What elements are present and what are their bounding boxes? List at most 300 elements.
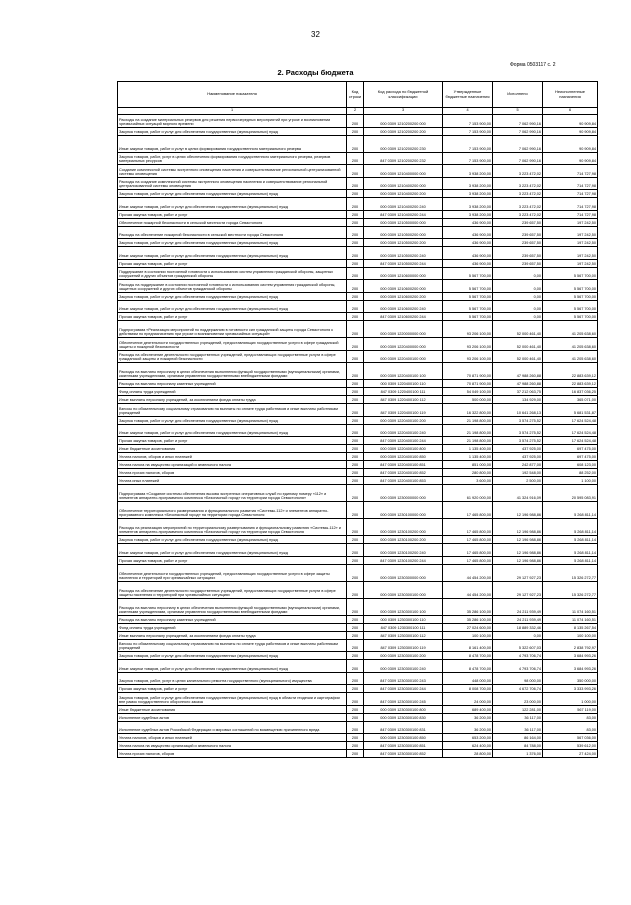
row-name: Иные бюджетные ассигнования xyxy=(118,445,347,453)
row-line-code: 200 xyxy=(347,210,364,218)
row-executed: 29 127 927,23 xyxy=(493,581,543,598)
row-name: Закупка товаров, работ и услуг для обеспечения государственных (муниципальных) нужд xyxy=(118,292,347,300)
row-approved: 21 198 800,00 xyxy=(443,424,493,437)
row-executed: 242 877,00 xyxy=(493,461,543,469)
row-unexecuted: 1 000,00 xyxy=(543,693,598,706)
row-line-code: 200 xyxy=(347,152,364,165)
row-line-code: 200 xyxy=(347,639,364,652)
table-row xyxy=(118,363,598,380)
header-expense-code: Код расхода по бюджетной классификации xyxy=(364,82,443,108)
row-name: Уплата налогов, сборов и иных платежей xyxy=(118,453,347,461)
row-name: Исполнение судебных актов xyxy=(118,713,347,721)
table-row xyxy=(118,639,598,652)
row-line-code: 200 xyxy=(347,615,364,623)
row-expense-code: 847 0309 1220400100 244 xyxy=(364,437,443,445)
row-line-code: 200 xyxy=(347,350,364,363)
row-executed: 4 672 706,74 xyxy=(493,685,543,693)
row-line-code: 200 xyxy=(347,338,364,351)
row-expense-code: 847 0309 1230300100 852 xyxy=(364,750,443,758)
row-unexecuted: 714 727,98 xyxy=(543,165,598,178)
row-approved: 653 200,00 xyxy=(443,734,493,742)
row-unexecuted: 714 727,98 xyxy=(543,210,598,218)
row-name: Уплата прочих налогов, сборов xyxy=(118,469,347,477)
row-unexecuted: 5 268 811,14 xyxy=(543,519,598,536)
table-body xyxy=(118,115,598,758)
row-expense-code: 000 0309 1210600200 200 xyxy=(364,292,443,300)
row-line-code: 200 xyxy=(347,380,364,388)
table-row xyxy=(118,615,598,623)
row-executed: 47 988 260,88 xyxy=(493,380,543,388)
row-unexecuted: 2 838 792,97 xyxy=(543,639,598,652)
row-expense-code: 000 0309 1230000000 000 xyxy=(364,485,443,502)
row-executed: 239 657,50 xyxy=(493,226,543,239)
table-row xyxy=(118,598,598,615)
row-line-code: 200 xyxy=(347,519,364,536)
table-row xyxy=(118,300,598,313)
row-executed: 18 889 332,46 xyxy=(493,623,543,631)
row-expense-code: 847 0309 1230300100 119 xyxy=(364,639,443,652)
row-executed: 0,00 xyxy=(493,300,543,313)
row-expense-code: 000 0309 1230100200 200 xyxy=(364,536,443,544)
row-line-code: 200 xyxy=(347,445,364,453)
row-name: Расходы на выплаты персоналу казенных учреждений xyxy=(118,380,347,388)
row-approved: 448 000,00 xyxy=(443,672,493,685)
row-name: Иные закупки товаров, работ и услуг для обеспечения государственных (муниципальных) нужд xyxy=(118,424,347,437)
row-approved: 17 465 800,00 xyxy=(443,519,493,536)
row-line-code: 200 xyxy=(347,660,364,673)
row-name: Иные выплаты персоналу учреждений, за исключением фонда оплаты труда xyxy=(118,396,347,404)
row-expense-code: 000 0309 1230300100 800 xyxy=(364,705,443,713)
row-line-code: 200 xyxy=(347,581,364,598)
row-line-code: 200 xyxy=(347,321,364,338)
row-line-code: 200 xyxy=(347,502,364,519)
table-row xyxy=(118,469,598,477)
row-line-code: 200 xyxy=(347,404,364,417)
row-name: Иные закупки товаров, работ и услуг для обеспечения государственных (муниципальных) нужд xyxy=(118,198,347,211)
row-expense-code: 000 0309 1210500200 000 xyxy=(364,226,443,239)
row-expense-code: 000 0309 1230300100 200 xyxy=(364,652,443,660)
row-expense-code: 000 0309 1210600200 000 xyxy=(364,280,443,293)
row-unexecuted: 5 567 700,00 xyxy=(543,313,598,321)
row-expense-code: 000 0309 1220400100 200 xyxy=(364,416,443,424)
row-line-code: 200 xyxy=(347,705,364,713)
row-name: Закупка товаров, работ и услуг для обеспечения государственных (муниципальных) нужд xyxy=(118,416,347,424)
row-line-code: 200 xyxy=(347,300,364,313)
row-approved: 61 920 000,00 xyxy=(443,485,493,502)
row-line-code: 200 xyxy=(347,693,364,706)
row-expense-code: 000 0309 1210400200 240 xyxy=(364,198,443,211)
row-line-code: 200 xyxy=(347,742,364,750)
row-executed: 5 322 607,03 xyxy=(493,639,543,652)
column-number-row xyxy=(118,108,598,115)
row-approved: 436 900,00 xyxy=(443,247,493,260)
row-name: Обеспечение деятельности государственных учреждений, предоставляющих государственные услуги в сфере защиты населения и территорий при чрезвычайных ситуациях xyxy=(118,564,347,581)
row-approved: 17 465 800,00 xyxy=(443,502,493,519)
row-name: Фонд оплаты труда учреждений xyxy=(118,388,347,396)
row-unexecuted: 11 074 160,51 xyxy=(543,615,598,623)
row-unexecuted: 41 205 638,60 xyxy=(543,338,598,351)
row-executed: 84 788,00 xyxy=(493,742,543,750)
row-approved: 21 198 800,00 xyxy=(443,416,493,424)
row-expense-code: 000 0309 1210600200 240 xyxy=(364,300,443,313)
table-row xyxy=(118,321,598,338)
row-approved: 1 135 400,00 xyxy=(443,453,493,461)
row-unexecuted: 83,00 xyxy=(543,721,598,734)
row-name: Иные закупки товаров, работ и услуг для обеспечения государственных (муниципальных) нужд xyxy=(118,544,347,557)
row-name: Уплата налога на имущество организаций и земельного налога xyxy=(118,461,347,469)
row-name: Иные бюджетные ассигнования xyxy=(118,705,347,713)
row-line-code: 200 xyxy=(347,556,364,564)
row-unexecuted: 697 475,00 xyxy=(543,453,598,461)
row-executed: 0,00 xyxy=(493,313,543,321)
row-expense-code: 000 0309 1230300100 850 xyxy=(364,734,443,742)
row-expense-code: 000 0309 1230300100 100 xyxy=(364,598,443,615)
row-expense-code: 000 0309 1230100200 000 xyxy=(364,519,443,536)
row-expense-code: 000 0309 1210500200 240 xyxy=(364,247,443,260)
row-expense-code: 847 0309 1220400100 852 xyxy=(364,469,443,477)
row-unexecuted: 90 909,84 xyxy=(543,135,598,152)
row-executed: 134 929,00 xyxy=(493,396,543,404)
row-executed: 47 988 260,88 xyxy=(493,363,543,380)
row-expense-code: 000 0309 1220400100 240 xyxy=(364,424,443,437)
row-unexecuted: 539 612,00 xyxy=(543,742,598,750)
row-name: Уплата налога на имущество организаций и земельного налога xyxy=(118,742,347,750)
column-number: 4 xyxy=(443,108,493,115)
row-expense-code: 000 0309 1220400100 800 xyxy=(364,445,443,453)
row-unexecuted: 365 071,00 xyxy=(543,396,598,404)
row-name: Создание комплексной системы экстренного оповещения населения и совершенствование региональной централизованной системы оповещения xyxy=(118,165,347,178)
row-executed: 122 281,00 xyxy=(493,705,543,713)
row-approved: 93 206 100,00 xyxy=(443,350,493,363)
row-approved: 70 871 900,00 xyxy=(443,380,493,388)
row-line-code: 200 xyxy=(347,469,364,477)
row-expense-code: 000 0309 1220400100 000 xyxy=(364,350,443,363)
row-executed: 52 000 461,40 xyxy=(493,350,543,363)
row-executed: 3 574 275,52 xyxy=(493,424,543,437)
header-executed: Исполнено xyxy=(493,82,543,108)
table-row xyxy=(118,338,598,351)
row-executed: 29 127 927,23 xyxy=(493,564,543,581)
row-unexecuted: 83,00 xyxy=(543,713,598,721)
row-approved: 5 567 700,00 xyxy=(443,267,493,280)
row-unexecuted: 41 205 638,60 xyxy=(543,321,598,338)
row-line-code: 200 xyxy=(347,536,364,544)
row-unexecuted: 5 681 531,87 xyxy=(543,404,598,417)
table-row xyxy=(118,313,598,321)
row-executed: 10 641 268,13 xyxy=(493,404,543,417)
row-name: Прочая закупка товаров, работ и услуг xyxy=(118,685,347,693)
row-name: Закупка товаров, работ и услуг для обеспечения государственных (муниципальных) нужд в области геодезии и картографии вне рамок государственного оборонного заказа xyxy=(118,693,347,706)
row-approved: 17 465 800,00 xyxy=(443,556,493,564)
row-approved: 7 153 900,00 xyxy=(443,152,493,165)
table-row xyxy=(118,713,598,721)
row-name: Расходы на выплаты персоналу в целях обеспечения выполнения функций государственными (муниципальными) органами, казенными учреждениями, органами управления государственными внебюджетными фондами xyxy=(118,598,347,615)
row-line-code: 200 xyxy=(347,544,364,557)
table-row xyxy=(118,127,598,135)
row-name: Взносы по обязательному социальному страхованию на выплаты по оплате труда работников и иные выплаты работникам учреждений xyxy=(118,404,347,417)
row-expense-code: 847 0309 1210500200 244 xyxy=(364,259,443,267)
table-row xyxy=(118,226,598,239)
row-executed: 36 117,00 xyxy=(493,721,543,734)
row-approved: 54 049 100,00 xyxy=(443,388,493,396)
row-name: Уплата прочих налогов, сборов xyxy=(118,750,347,758)
table-row xyxy=(118,544,598,557)
table-row xyxy=(118,485,598,502)
row-approved: 24 000,00 xyxy=(443,693,493,706)
row-expense-code: 847 0309 1230100200 244 xyxy=(364,556,443,564)
table-row xyxy=(118,280,598,293)
row-approved: 70 871 900,00 xyxy=(443,363,493,380)
row-executed: 12 196 988,86 xyxy=(493,519,543,536)
row-approved: 3 938 200,00 xyxy=(443,177,493,190)
row-expense-code: 847 0309 1230300100 244 xyxy=(364,685,443,693)
row-line-code: 200 xyxy=(347,190,364,198)
row-expense-code: 000 0309 1210500200 200 xyxy=(364,239,443,247)
table-row xyxy=(118,165,598,178)
row-line-code: 200 xyxy=(347,416,364,424)
row-name: Иные выплаты персоналу учреждений, за исключением фонда оплаты труда xyxy=(118,631,347,639)
row-unexecuted: 5 268 811,14 xyxy=(543,556,598,564)
row-unexecuted: 714 727,98 xyxy=(543,190,598,198)
row-name: Расходы на создание материальных резервов для решения первоочередных мероприятий при угрозе и возникновении чрезвычайных ситуаций мирного времени xyxy=(118,115,347,128)
row-unexecuted: 3 684 993,26 xyxy=(543,660,598,673)
row-approved: 436 900,00 xyxy=(443,239,493,247)
row-line-code: 200 xyxy=(347,652,364,660)
row-expense-code: 000 0309 1210500000 000 xyxy=(364,218,443,226)
row-name: Закупка товаров, работ и услуг для обеспечения государственных (муниципальных) нужд xyxy=(118,239,347,247)
row-line-code: 200 xyxy=(347,685,364,693)
row-name: Расходы на поддержание в состоянии постоянной готовности к использованию систем управления гражданской обороны, защитных сооружений и других объектов гражданской обороны xyxy=(118,280,347,293)
row-line-code: 200 xyxy=(347,485,364,502)
table-row xyxy=(118,198,598,211)
row-executed: 24 211 939,49 xyxy=(493,615,543,623)
row-line-code: 200 xyxy=(347,247,364,260)
row-unexecuted: 41 205 638,60 xyxy=(543,350,598,363)
row-line-code: 200 xyxy=(347,388,364,396)
header-name: Наименование показателя xyxy=(118,82,347,108)
row-name: Закупка товаров, работ и услуг для обеспечения государственных (муниципальных) нужд xyxy=(118,190,347,198)
row-line-code: 200 xyxy=(347,734,364,742)
row-approved: 3 938 200,00 xyxy=(443,190,493,198)
row-expense-code: 000 0309 1220400000 000 xyxy=(364,338,443,351)
table-row xyxy=(118,292,598,300)
row-expense-code: 000 0309 1210200200 230 xyxy=(364,135,443,152)
row-expense-code: 847 0309 1220400100 112 xyxy=(364,396,443,404)
row-line-code: 200 xyxy=(347,313,364,321)
row-name: Закупка товаров, работ и услуг для обеспечения государственных (муниципальных) нужд xyxy=(118,127,347,135)
form-label: Форма 0503117 с. 2 xyxy=(510,62,556,68)
row-executed: 52 000 461,40 xyxy=(493,321,543,338)
row-name: Закупка товаров, работ, услуг в целях капитального ремонта государственного (муниципального) имущества xyxy=(118,672,347,685)
row-unexecuted: 22 883 639,12 xyxy=(543,363,598,380)
row-approved: 36 200,00 xyxy=(443,721,493,734)
row-unexecuted: 714 727,98 xyxy=(543,198,598,211)
row-name: Фонд оплаты труда учреждений xyxy=(118,623,347,631)
row-line-code: 200 xyxy=(347,218,364,226)
row-line-code: 200 xyxy=(347,198,364,211)
row-executed: 3 223 472,02 xyxy=(493,177,543,190)
row-executed: 239 657,50 xyxy=(493,259,543,267)
row-unexecuted: 697 475,00 xyxy=(543,445,598,453)
row-expense-code: 000 0309 1210400000 000 xyxy=(364,165,443,178)
row-expense-code: 847 0309 1230300100 831 xyxy=(364,721,443,734)
row-expense-code: 847 0309 1230300100 112 xyxy=(364,631,443,639)
row-name: Прочая закупка товаров, работ и услуг xyxy=(118,437,347,445)
row-executed: 12 196 988,86 xyxy=(493,544,543,557)
row-approved: 8 161 400,00 xyxy=(443,639,493,652)
row-name: Иные закупки товаров, работ и услуг для обеспечения государственных (муниципальных) нужд xyxy=(118,660,347,673)
table-row xyxy=(118,519,598,536)
row-expense-code: 000 0309 1210200200 200 xyxy=(364,127,443,135)
row-executed: 0,00 xyxy=(493,292,543,300)
table-row xyxy=(118,437,598,445)
table-row xyxy=(118,424,598,437)
row-name: Иные закупки товаров, работ и услуг в целях формирования государственного материального резерва xyxy=(118,135,347,152)
row-approved: 100 100,00 xyxy=(443,631,493,639)
row-line-code: 200 xyxy=(347,477,364,485)
row-line-code: 200 xyxy=(347,363,364,380)
row-expense-code: 000 0309 1210200200 000 xyxy=(364,115,443,128)
row-approved: 36 200,00 xyxy=(443,713,493,721)
row-line-code: 200 xyxy=(347,135,364,152)
row-executed: 192 548,00 xyxy=(493,469,543,477)
table-row xyxy=(118,672,598,685)
table-row xyxy=(118,705,598,713)
table-row xyxy=(118,631,598,639)
row-name: Уплата иных платежей xyxy=(118,477,347,485)
row-unexecuted: 5 268 811,14 xyxy=(543,544,598,557)
row-name: Расходы на выплаты персоналу в целях обеспечения выполнения функций государственными (муниципальными) органами, казенными учреждениями, органами управления государственными внебюджетными фондами xyxy=(118,363,347,380)
row-approved: 436 900,00 xyxy=(443,218,493,226)
table-row xyxy=(118,247,598,260)
row-approved: 5 567 700,00 xyxy=(443,292,493,300)
row-approved: 500 000,00 xyxy=(443,396,493,404)
row-executed: 7 062 990,16 xyxy=(493,152,543,165)
row-unexecuted: 100 100,00 xyxy=(543,631,598,639)
row-expense-code: 000 0309 1220000000 000 xyxy=(364,321,443,338)
row-unexecuted: 5 268 811,14 xyxy=(543,536,598,544)
row-unexecuted: 20 595 083,91 xyxy=(543,485,598,502)
row-approved: 3 600,00 xyxy=(443,477,493,485)
row-line-code: 200 xyxy=(347,396,364,404)
row-executed: 3 574 275,52 xyxy=(493,416,543,424)
row-approved: 21 198 800,00 xyxy=(443,437,493,445)
table-row xyxy=(118,564,598,581)
row-name: Иные закупки товаров, работ и услуг для обеспечения государственных (муниципальных) нужд xyxy=(118,247,347,260)
row-unexecuted: 90 909,84 xyxy=(543,115,598,128)
row-approved: 35 286 100,00 xyxy=(443,615,493,623)
row-unexecuted: 90 909,84 xyxy=(543,127,598,135)
row-unexecuted: 88 252,00 xyxy=(543,469,598,477)
row-executed: 36 117,00 xyxy=(493,713,543,721)
table-row xyxy=(118,259,598,267)
row-line-code: 200 xyxy=(347,721,364,734)
table-row xyxy=(118,721,598,734)
row-approved: 3 938 200,00 xyxy=(443,165,493,178)
row-approved: 3 938 200,00 xyxy=(443,198,493,211)
row-line-code: 200 xyxy=(347,177,364,190)
section-title: 2. Расходы бюджета xyxy=(277,68,354,77)
row-line-code: 200 xyxy=(347,239,364,247)
row-approved: 689 400,00 xyxy=(443,705,493,713)
table-row xyxy=(118,445,598,453)
row-expense-code: 847 0309 1230300100 111 xyxy=(364,623,443,631)
row-approved: 436 900,00 xyxy=(443,259,493,267)
row-name: Иные закупки товаров, работ и услуг для обеспечения государственных (муниципальных) нужд xyxy=(118,300,347,313)
row-expense-code: 000 0309 1210400200 200 xyxy=(364,190,443,198)
row-executed: 3 223 472,02 xyxy=(493,190,543,198)
row-name: Расходы на выплаты персоналу казенных учреждений xyxy=(118,615,347,623)
row-line-code: 200 xyxy=(347,226,364,239)
row-name: Прочая закупка товаров, работ и услуг xyxy=(118,259,347,267)
row-expense-code: 847 0309 1220400100 853 xyxy=(364,477,443,485)
row-executed: 37 212 063,75 xyxy=(493,388,543,396)
row-line-code: 200 xyxy=(347,453,364,461)
row-name: Обеспечение территориального развертывания и функционального развития «Системы-112» и элементов аппаратно-программного комплекса «Безопасный город» на территории города Севастополя xyxy=(118,502,347,519)
row-line-code: 200 xyxy=(347,292,364,300)
table-row xyxy=(118,461,598,469)
row-expense-code: 000 0309 1220400100 850 xyxy=(364,453,443,461)
row-name: Расходы на реализацию мероприятий по территориальному развертыванию и функциональному развитию «Системы-112» и элементов аппаратно-программного комплекса «Безопасный город» на территории города Севастополя xyxy=(118,519,347,536)
row-line-code: 200 xyxy=(347,267,364,280)
row-approved: 8 008 700,00 xyxy=(443,685,493,693)
row-expense-code: 000 0309 1230300100 000 xyxy=(364,581,443,598)
row-approved: 280 800,00 xyxy=(443,469,493,477)
row-executed: 3 223 472,02 xyxy=(493,165,543,178)
row-approved: 27 024 600,00 xyxy=(443,623,493,631)
table-row xyxy=(118,556,598,564)
row-approved: 44 454 200,00 xyxy=(443,581,493,598)
row-expense-code: 847 0309 1230300100 243 xyxy=(364,672,443,685)
row-executed: 12 196 988,86 xyxy=(493,536,543,544)
row-line-code: 200 xyxy=(347,280,364,293)
table-row xyxy=(118,502,598,519)
row-expense-code: 847 0309 1210400200 244 xyxy=(364,210,443,218)
row-expense-code: 847 0309 1230300100 851 xyxy=(364,742,443,750)
row-approved: 5 567 700,00 xyxy=(443,300,493,313)
row-line-code: 200 xyxy=(347,259,364,267)
table-row xyxy=(118,404,598,417)
row-executed: 3 223 472,02 xyxy=(493,210,543,218)
row-name: Прочая закупка товаров, работ и услуг xyxy=(118,313,347,321)
row-executed: 12 196 988,86 xyxy=(493,556,543,564)
row-line-code: 200 xyxy=(347,598,364,615)
row-executed: 0,00 xyxy=(493,267,543,280)
row-name: Расходы на обеспечение деятельности государственных учреждений, предоставляющих государственные услуги в сфере гражданской защиты и пожарной безопасности xyxy=(118,350,347,363)
row-expense-code: 000 0309 1210400200 000 xyxy=(364,177,443,190)
row-approved: 28 800,00 xyxy=(443,750,493,758)
row-name: Обеспечение пожарной безопасности в сельской местности города Севастополя xyxy=(118,218,347,226)
table-row xyxy=(118,177,598,190)
row-expense-code: 000 0309 1230100000 000 xyxy=(364,502,443,519)
row-unexecuted: 197 242,50 xyxy=(543,247,598,260)
row-executed: 1 376,00 xyxy=(493,750,543,758)
table-row xyxy=(118,742,598,750)
row-name: Прочая закупка товаров, работ и услуг xyxy=(118,556,347,564)
row-executed: 52 000 461,40 xyxy=(493,338,543,351)
row-unexecuted: 197 242,50 xyxy=(543,239,598,247)
row-unexecuted: 567 119,00 xyxy=(543,705,598,713)
row-executed: 3 574 275,52 xyxy=(493,437,543,445)
row-unexecuted: 11 074 160,51 xyxy=(543,598,598,615)
table-header-row xyxy=(118,82,598,108)
row-name: Расходы на обеспечение деятельности государственных учреждений, предоставляющих государственные услуги в сфере защиты населения и территорий при чрезвычайных ситуациях xyxy=(118,581,347,598)
row-approved: 8 478 700,00 xyxy=(443,652,493,660)
row-expense-code: 000 0309 1230300100 110 xyxy=(364,615,443,623)
row-line-code: 200 xyxy=(347,750,364,758)
row-approved: 5 567 700,00 xyxy=(443,313,493,321)
row-unexecuted: 5 567 700,00 xyxy=(543,292,598,300)
